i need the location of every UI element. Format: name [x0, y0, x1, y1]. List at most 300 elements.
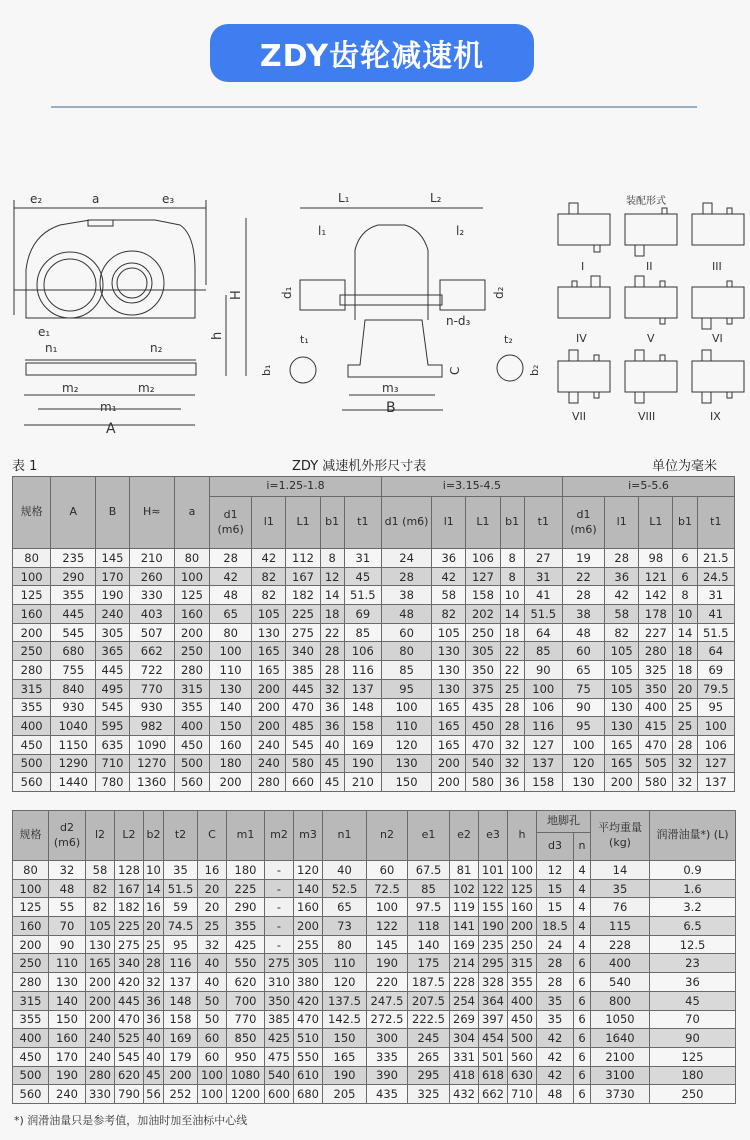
table-cell: 1090: [129, 735, 174, 754]
table-cell: 315: [508, 954, 537, 973]
svg-text:t₂: t₂: [504, 333, 513, 346]
table-cell: 178: [639, 605, 673, 624]
table-cell: 1360: [129, 773, 174, 792]
header-ratio-group-2: i=3.15-4.5: [381, 477, 562, 497]
table-cell: 295: [479, 954, 508, 973]
table-cell: 254: [450, 991, 479, 1010]
table-cell: 755: [51, 661, 96, 680]
table-cell: 450: [13, 735, 51, 754]
table-cell: 24: [537, 935, 574, 954]
table-cell: 80: [323, 935, 367, 954]
table-cell: 400: [174, 717, 209, 736]
table-cell: 12.5: [650, 935, 736, 954]
dimension-table-1: [12, 476, 735, 792]
table-cell: 106: [466, 549, 500, 568]
svg-text:a: a: [92, 192, 100, 206]
table-cell: 97.5: [408, 898, 450, 917]
table-cell: 100: [210, 642, 252, 661]
table-cell: 680: [51, 642, 96, 661]
svg-text:n₂: n₂: [150, 341, 163, 355]
table-cell: 475: [265, 1047, 294, 1066]
table-cell: 250: [508, 935, 537, 954]
table-cell: 120: [323, 973, 367, 992]
table-cell: 32: [320, 679, 344, 698]
table-cell: 130: [252, 623, 286, 642]
page-title: ZDY齿轮减速机: [210, 24, 534, 82]
header-col10: m3: [294, 811, 323, 861]
header-group2-col3: L1: [466, 497, 500, 549]
svg-text:m₃: m₃: [382, 381, 399, 395]
table-cell: 200: [432, 773, 466, 792]
table-cell: 60: [198, 1029, 227, 1048]
table-cell: 14: [144, 879, 164, 898]
table-cell: 58: [432, 586, 466, 605]
table-cell: 662: [129, 642, 174, 661]
table-cell: 280: [13, 661, 51, 680]
table-cell: 75: [562, 679, 604, 698]
header-group1-col3: L1: [286, 497, 320, 549]
table-cell: 1640: [591, 1029, 650, 1048]
table-cell: 3730: [591, 1085, 650, 1104]
table-row: [13, 717, 735, 736]
table-cell: 48: [562, 623, 604, 642]
table-cell: 1050: [591, 1010, 650, 1029]
table-cell: 42: [252, 549, 286, 568]
table-cell: 158: [466, 586, 500, 605]
table-cell: 505: [639, 754, 673, 773]
table-cell: 58: [86, 861, 115, 880]
table-cell: 240: [252, 735, 286, 754]
assembly-forms-diagram: [558, 194, 744, 423]
table-cell: 790: [115, 1085, 144, 1104]
table-cell: 67.5: [408, 861, 450, 880]
svg-text:A: A: [106, 421, 116, 437]
table-cell: 175: [408, 954, 450, 973]
svg-text:m₂: m₂: [138, 381, 155, 395]
table-cell: 350: [265, 991, 294, 1010]
table-cell: 780: [96, 773, 129, 792]
table-cell: 125: [650, 1047, 736, 1066]
table-cell: 35: [164, 861, 198, 880]
table-cell: 105: [432, 623, 466, 642]
table-cell: 660: [286, 773, 320, 792]
table-cell: 350: [466, 661, 500, 680]
table-cell: 80: [381, 642, 431, 661]
table-cell: 355: [13, 698, 51, 717]
table-cell: 36: [320, 717, 344, 736]
table-cell: 60: [562, 642, 604, 661]
table-cell: 137.5: [323, 991, 367, 1010]
table-row: [13, 623, 735, 642]
table-cell: 400: [639, 698, 673, 717]
table-cell: 620: [227, 973, 265, 992]
table-cell: 100: [174, 567, 209, 586]
svg-text:e₂: e₂: [30, 192, 43, 206]
table-cell: 72.5: [367, 879, 408, 898]
table-cell: 335: [367, 1047, 408, 1066]
table-cell: 403: [129, 605, 174, 624]
svg-text:VI: VI: [712, 332, 723, 345]
table-cell: 64: [524, 623, 562, 642]
header-col8: m1: [227, 811, 265, 861]
table-cell: 158: [344, 717, 381, 736]
table-cell: 95: [381, 679, 431, 698]
table-cell: 169: [164, 1029, 198, 1048]
table-cell: 510: [294, 1029, 323, 1048]
table-cell: 435: [466, 698, 500, 717]
table-cell: 470: [294, 1010, 323, 1029]
table-cell: 500: [13, 754, 51, 773]
table-cell: 150: [381, 773, 431, 792]
table-cell: 200: [13, 623, 51, 642]
table-cell: 304: [450, 1029, 479, 1048]
header-group3-col4: b1: [673, 497, 697, 549]
table-cell: 450: [466, 717, 500, 736]
table-cell: 200: [432, 754, 466, 773]
table-cell: 122: [479, 879, 508, 898]
table-cell: 45: [650, 991, 736, 1010]
table-cell: 722: [129, 661, 174, 680]
table-cell: 545: [115, 1047, 144, 1066]
table-cell: 127: [466, 567, 500, 586]
table-cell: 545: [96, 698, 129, 717]
table-cell: 550: [227, 954, 265, 973]
table-row: [13, 1066, 736, 1085]
table-cell: 580: [286, 754, 320, 773]
table-cell: 165: [86, 954, 115, 973]
table-cell: 1080: [227, 1066, 265, 1085]
header-group2-col2: l1: [432, 497, 466, 549]
table-cell: 1290: [51, 754, 96, 773]
table-cell: 45: [144, 1066, 164, 1085]
table-cell: 710: [96, 754, 129, 773]
table-cell: 228: [591, 935, 650, 954]
table-cell: 110: [323, 954, 367, 973]
table-cell: 106: [697, 735, 734, 754]
svg-text:VII: VII: [572, 410, 587, 423]
table-cell: 420: [115, 973, 144, 992]
header-group2-col1: d1 (m6): [381, 497, 431, 549]
svg-text:l₂: l₂: [456, 224, 465, 238]
side-view-diagram: [260, 191, 541, 416]
header-weight-header: 平均重量 (kg): [591, 811, 650, 861]
table-cell: 200: [294, 917, 323, 936]
table-cell: 501: [479, 1047, 508, 1066]
table-row: [13, 991, 736, 1010]
table-cell: 470: [466, 735, 500, 754]
table-cell: 32: [673, 754, 697, 773]
table-cell: 310: [265, 973, 294, 992]
table-cell: 36: [320, 698, 344, 717]
table-cell: 200: [174, 623, 209, 642]
table-cell: 235: [51, 549, 96, 568]
table-cell: 60: [381, 623, 431, 642]
table-cell: -: [265, 917, 294, 936]
table-cell: 36: [144, 991, 164, 1010]
table-cell: 25: [500, 679, 524, 698]
table-cell: 85: [524, 642, 562, 661]
table-cell: 6: [574, 1010, 591, 1029]
table-cell: 28: [537, 973, 574, 992]
header-ratio-group-3: i=5-5.6: [562, 477, 734, 497]
table-cell: -: [265, 861, 294, 880]
table-cell: 130: [432, 661, 466, 680]
table-cell: 48: [49, 879, 86, 898]
table-cell: 100: [13, 879, 49, 898]
table-cell: 4: [574, 861, 591, 880]
table-cell: 80: [13, 861, 49, 880]
table-cell: 28: [537, 954, 574, 973]
table-cell: 100: [508, 861, 537, 880]
table-cell: 28: [500, 698, 524, 717]
table-cell: 28: [605, 549, 639, 568]
table-cell: 48: [210, 586, 252, 605]
table-cell: 305: [96, 623, 129, 642]
table-cell: 165: [605, 735, 639, 754]
table-cell: 331: [450, 1047, 479, 1066]
table-cell: 42: [537, 1029, 574, 1048]
table-cell: 36: [144, 1010, 164, 1029]
table-cell: 40: [198, 954, 227, 973]
svg-text:VIII: VIII: [638, 410, 656, 423]
table-cell: 500: [174, 754, 209, 773]
table-cell: 770: [129, 679, 174, 698]
table-cell: 330: [129, 586, 174, 605]
table-cell: 100: [381, 698, 431, 717]
table-cell: 365: [96, 642, 129, 661]
table-cell: 82: [86, 898, 115, 917]
table-cell: 60: [198, 1047, 227, 1066]
header-spec: 规格: [13, 477, 51, 549]
table-cell: 90: [49, 935, 86, 954]
table-cell: 180: [227, 861, 265, 880]
table-cell: 6: [673, 549, 697, 568]
table-cell: 105: [605, 642, 639, 661]
table-cell: 305: [466, 642, 500, 661]
table-cell: 42: [210, 567, 252, 586]
table-cell: 38: [381, 586, 431, 605]
table-cell: 227: [639, 623, 673, 642]
table-cell: 180: [650, 1066, 736, 1085]
table-cell: 32: [49, 861, 86, 880]
table-cell: 140: [49, 991, 86, 1010]
table-cell: 252: [164, 1085, 198, 1104]
table-cell: -: [265, 879, 294, 898]
table-cell: 450: [174, 735, 209, 754]
table-cell: 15: [537, 879, 574, 898]
table-cell: 165: [432, 735, 466, 754]
table-cell: 145: [367, 935, 408, 954]
table-cell: 20: [198, 879, 227, 898]
table-cell: 36: [500, 773, 524, 792]
table-cell: 14: [320, 586, 344, 605]
header-col13: e1: [408, 811, 450, 861]
table-cell: 930: [129, 698, 174, 717]
table-cell: 4: [574, 917, 591, 936]
table-cell: 125: [13, 898, 49, 917]
table-row: [13, 1029, 736, 1048]
table-cell: 130: [605, 698, 639, 717]
table-cell: 100: [524, 679, 562, 698]
header-group1-col4: b1: [320, 497, 344, 549]
table-row: [13, 698, 735, 717]
table-cell: 300: [367, 1029, 408, 1048]
dimension-table-2: [12, 810, 736, 1104]
table-cell: 32: [144, 973, 164, 992]
table-cell: 28: [562, 586, 604, 605]
table-cell: 28: [210, 549, 252, 568]
table-cell: 20: [198, 898, 227, 917]
table-cell: 110: [381, 717, 431, 736]
table-cell: 545: [51, 623, 96, 642]
table-cell: 16: [144, 898, 164, 917]
table-cell: 445: [286, 679, 320, 698]
table-cell: 500: [508, 1029, 537, 1048]
table-cell: 69: [344, 605, 381, 624]
table-cell: 69: [697, 661, 734, 680]
table-cell: 18: [500, 623, 524, 642]
table-cell: 40: [320, 735, 344, 754]
header-group1-col1: d1 (m6): [210, 497, 252, 549]
table-cell: 250: [466, 623, 500, 642]
table-cell: 328: [479, 973, 508, 992]
table-cell: 140: [408, 935, 450, 954]
table-cell: 125: [508, 879, 537, 898]
table-cell: 210: [344, 773, 381, 792]
header-group1-col2: l1: [252, 497, 286, 549]
table-row: [13, 973, 736, 992]
table-cell: 55: [49, 898, 86, 917]
front-view-diagram: [14, 192, 246, 437]
table-cell: 618: [479, 1066, 508, 1085]
header-B: B: [96, 477, 129, 549]
table-cell: 445: [115, 991, 144, 1010]
table-cell: 90: [524, 661, 562, 680]
table-cell: 560: [508, 1047, 537, 1066]
table-cell: 105: [605, 679, 639, 698]
table-cell: 228: [450, 973, 479, 992]
table-cell: 100: [697, 717, 734, 736]
table-cell: 137: [344, 679, 381, 698]
table-cell: 130: [210, 679, 252, 698]
table-cell: 52.5: [323, 879, 367, 898]
table-cell: 275: [115, 935, 144, 954]
table-cell: 445: [51, 605, 96, 624]
table-cell: 125: [13, 586, 51, 605]
table-cell: -: [265, 935, 294, 954]
table-cell: 81: [450, 861, 479, 880]
table-cell: 400: [13, 717, 51, 736]
table-cell: 620: [115, 1066, 144, 1085]
table-cell: 380: [294, 973, 323, 992]
table-cell: 540: [265, 1066, 294, 1085]
table-cell: 150: [49, 1010, 86, 1029]
svg-text:III: III: [712, 260, 722, 273]
table-cell: 80: [210, 623, 252, 642]
table-cell: 165: [252, 642, 286, 661]
table-cell: 850: [227, 1029, 265, 1048]
table-cell: 95: [697, 698, 734, 717]
table-cell: 45: [344, 567, 381, 586]
table-cell: 415: [639, 717, 673, 736]
table-cell: 1.6: [650, 879, 736, 898]
table-row: [13, 735, 735, 754]
table-cell: 130: [562, 773, 604, 792]
table-cell: 250: [650, 1085, 736, 1104]
table-cell: 315: [174, 679, 209, 698]
table-cell: 305: [294, 954, 323, 973]
table-cell: 116: [344, 661, 381, 680]
table-cell: 25: [673, 717, 697, 736]
table1-unit: 单位为毫米: [652, 459, 718, 474]
svg-text:e₁: e₁: [38, 325, 51, 339]
table-cell: 160: [49, 1029, 86, 1048]
table-cell: 6.5: [650, 917, 736, 936]
table-row: [13, 917, 736, 936]
table-cell: 28: [500, 717, 524, 736]
table-cell: 3.2: [650, 898, 736, 917]
table-cell: 525: [115, 1029, 144, 1048]
table-cell: 130: [86, 935, 115, 954]
table-cell: 51.5: [697, 623, 734, 642]
table-cell: 165: [605, 754, 639, 773]
table-cell: 630: [508, 1066, 537, 1085]
table-cell: 245: [408, 1029, 450, 1048]
table-cell: 6: [574, 1029, 591, 1048]
table-row: [13, 1047, 736, 1066]
table-cell: 137: [164, 973, 198, 992]
table-cell: 95: [562, 717, 604, 736]
table-cell: 85: [344, 623, 381, 642]
table-cell: 250: [13, 642, 51, 661]
table-cell: 100: [562, 735, 604, 754]
table-cell: 31: [344, 549, 381, 568]
table-cell: 580: [466, 773, 500, 792]
table-cell: 560: [13, 1085, 49, 1104]
table-cell: 800: [591, 991, 650, 1010]
table-cell: 180: [210, 754, 252, 773]
table-row: [13, 679, 735, 698]
table-cell: 150: [323, 1029, 367, 1048]
header-col3: l2: [86, 811, 115, 861]
table-cell: 187.5: [408, 973, 450, 992]
table-cell: 22: [320, 623, 344, 642]
table-cell: 28: [144, 954, 164, 973]
table-cell: 158: [164, 1010, 198, 1029]
table-cell: 190: [96, 586, 129, 605]
table-cell: 120: [294, 861, 323, 880]
table-cell: 10: [673, 605, 697, 624]
table-cell: 85: [408, 879, 450, 898]
table-cell: 3100: [591, 1066, 650, 1085]
table-row: [13, 586, 735, 605]
table-cell: 280: [639, 642, 673, 661]
table-cell: 6: [574, 1047, 591, 1066]
table-cell: 540: [591, 973, 650, 992]
table-cell: 560: [13, 773, 51, 792]
table-cell: 38: [562, 605, 604, 624]
table-cell: 364: [479, 991, 508, 1010]
table-cell: 2100: [591, 1047, 650, 1066]
table-cell: 200: [86, 1010, 115, 1029]
table-cell: 140: [210, 698, 252, 717]
table-cell: 385: [286, 661, 320, 680]
header-oil-header: 润滑油量*) (L): [650, 811, 736, 861]
table-cell: 141: [450, 917, 479, 936]
table-cell: 35: [537, 991, 574, 1010]
table-cell: 40: [198, 973, 227, 992]
table-cell: 155: [479, 898, 508, 917]
